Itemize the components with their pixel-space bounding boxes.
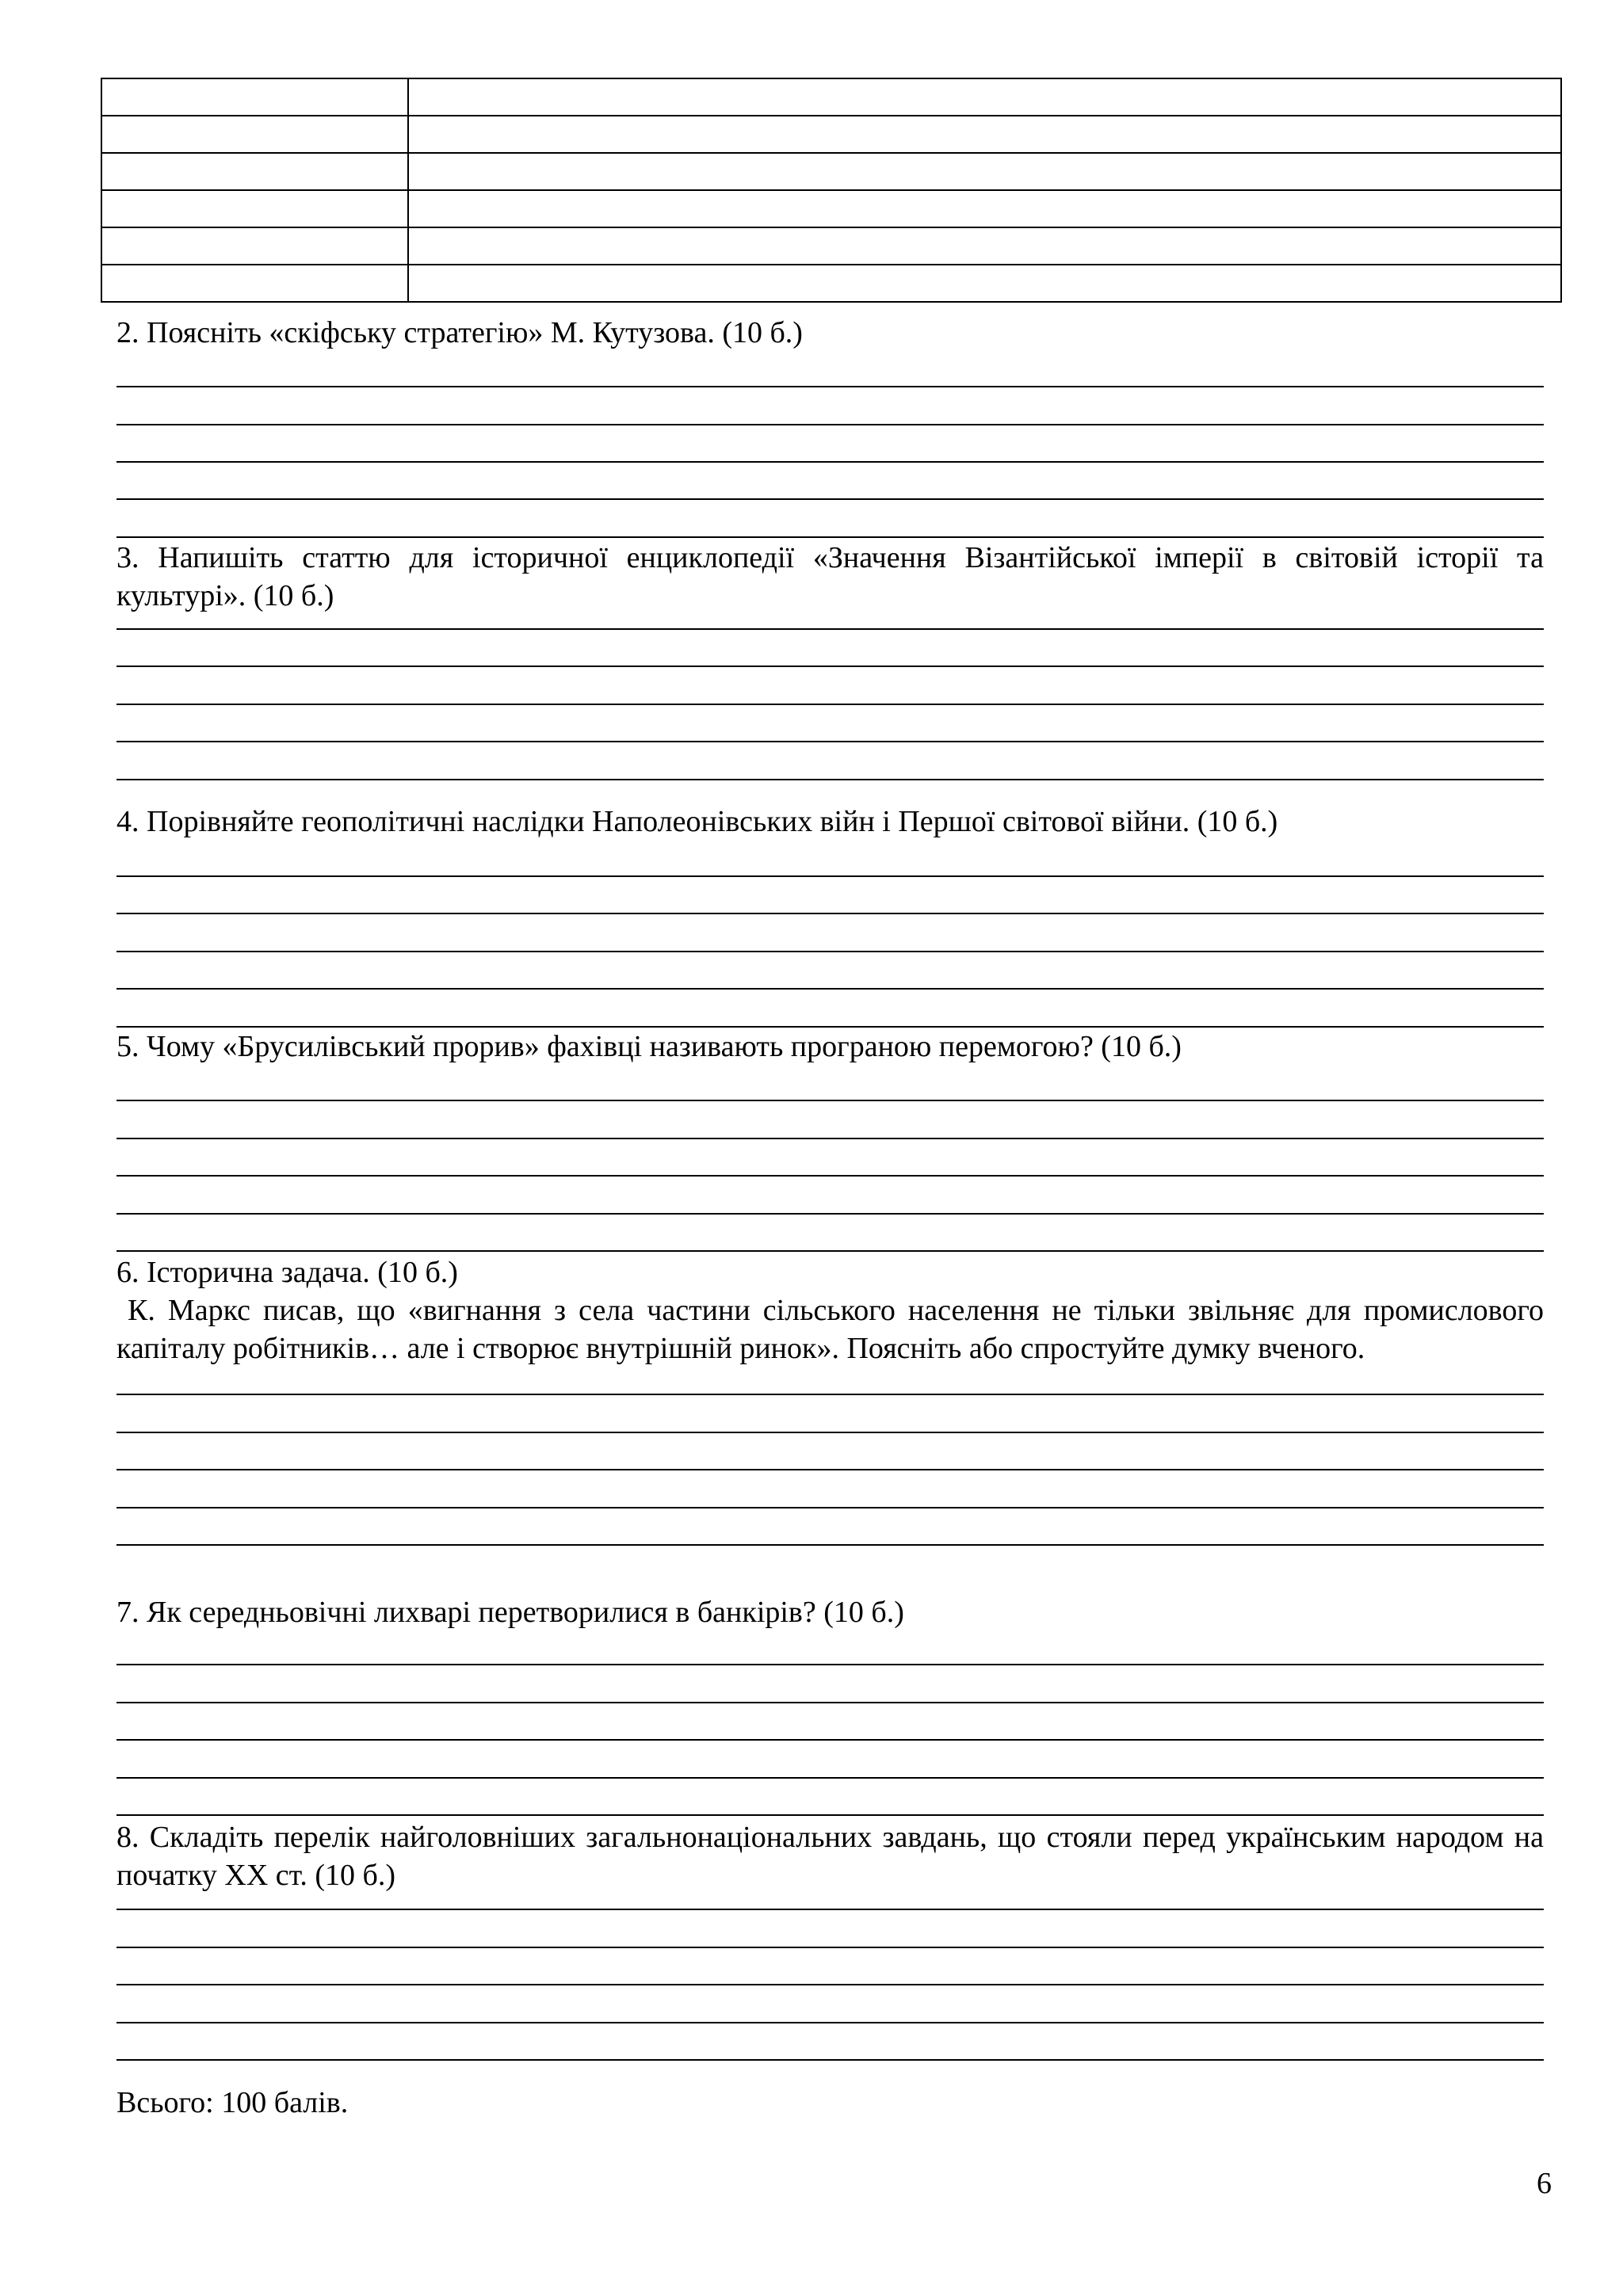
answer-line[interactable]	[116, 666, 1544, 667]
table-cell[interactable]	[408, 116, 1561, 153]
answer-line[interactable]	[116, 461, 1544, 463]
answer-line[interactable]	[116, 1432, 1544, 1433]
question-3	[116, 539, 1544, 615]
table-row	[101, 78, 1561, 116]
table-cell[interactable]	[408, 153, 1561, 190]
answer-line[interactable]	[116, 1213, 1544, 1215]
question-text: 8. Складіть перелік найголовніших загальнонаціональних завдань, що стояли перед українським народом на початку ХХ ст. (10 б.)	[116, 1821, 1544, 1892]
answer-line[interactable]	[116, 498, 1544, 500]
answer-line[interactable]	[116, 1702, 1544, 1703]
answer-line[interactable]	[116, 424, 1544, 425]
answer-line[interactable]	[116, 1984, 1544, 1985]
answer-line[interactable]	[116, 741, 1544, 742]
answer-line[interactable]	[116, 1739, 1544, 1741]
answer-line[interactable]	[116, 2022, 1544, 2023]
answer-line[interactable]	[116, 1175, 1544, 1177]
answer-line[interactable]	[116, 779, 1544, 780]
answer-line[interactable]	[116, 1777, 1544, 1779]
answer-line[interactable]	[116, 913, 1544, 914]
answer-line[interactable]	[116, 704, 1544, 705]
table-cell[interactable]	[101, 78, 408, 116]
table-cell[interactable]	[408, 227, 1561, 265]
page-number: 6	[1537, 2167, 1552, 2200]
table-row	[101, 190, 1561, 227]
table-row	[101, 265, 1561, 302]
answer-line[interactable]	[116, 951, 1544, 952]
question-text: 7. Як середньовічні лихварі перетворилися в банкірів? (10 б.)	[116, 1596, 904, 1629]
answer-line[interactable]	[116, 1814, 1544, 1816]
table-cell[interactable]	[101, 265, 408, 302]
question-text: 2. Поясніть «скіфську стратегію» М. Кутузова. (10 б.)	[116, 316, 803, 349]
answer-line[interactable]	[116, 1100, 1544, 1101]
question-6	[116, 1253, 1544, 1367]
table-cell[interactable]	[101, 153, 408, 190]
answer-line[interactable]	[116, 1947, 1544, 1948]
answer-line[interactable]	[116, 1507, 1544, 1508]
table-cell[interactable]	[408, 78, 1561, 116]
table-cell[interactable]	[408, 265, 1561, 302]
question-text: 5. Чому «Брусилівський прорив» фахівці називають програною перемогою? (10 б.)	[116, 1030, 1182, 1063]
question-text: 6. Історична задача. (10 б.)	[116, 1256, 458, 1289]
question-5	[116, 1028, 1544, 1066]
total-score: Всього: 100 балів.	[116, 2086, 349, 2119]
answer-table	[101, 78, 1562, 303]
answer-line[interactable]	[116, 1909, 1544, 1910]
table-cell[interactable]	[101, 116, 408, 153]
answer-line[interactable]	[116, 1664, 1544, 1665]
answer-line[interactable]	[116, 628, 1544, 630]
answer-line[interactable]	[116, 536, 1544, 538]
table-cell[interactable]	[408, 190, 1561, 227]
answer-line[interactable]	[116, 1250, 1544, 1252]
answer-line[interactable]	[116, 1544, 1544, 1546]
table-row	[101, 227, 1561, 265]
question-2	[116, 314, 1544, 352]
answer-line[interactable]	[116, 875, 1544, 877]
question-7	[116, 1593, 1544, 1631]
question-text: 4. Порівняйте геополітичні наслідки Наполеонівських війн і Першої світової війни. (10 б.)	[116, 805, 1278, 838]
table-cell[interactable]	[101, 190, 408, 227]
answer-line[interactable]	[116, 1138, 1544, 1139]
question-4	[116, 803, 1544, 841]
table-cell[interactable]	[101, 227, 408, 265]
table-row	[101, 153, 1561, 190]
question-8	[116, 1818, 1544, 1894]
answer-line[interactable]	[116, 386, 1544, 387]
answer-line[interactable]	[116, 988, 1544, 990]
answer-line[interactable]	[116, 2059, 1544, 2061]
question-body: К. Маркс писав, що «вигнання з села частини сільського населення не тільки звільняє для промислового капіталу робітників… але і створює внутрішній ринок». Поясніть або спростуйте думку вченого.	[116, 1294, 1544, 1365]
table-row	[101, 116, 1561, 153]
question-text: 3. Напишіть статтю для історичної енциклопедії «Значення Візантійської імперії в світовій історії та культурі». (10 б.)	[116, 541, 1544, 612]
answer-line[interactable]	[116, 1469, 1544, 1470]
answer-line[interactable]	[116, 1394, 1544, 1395]
